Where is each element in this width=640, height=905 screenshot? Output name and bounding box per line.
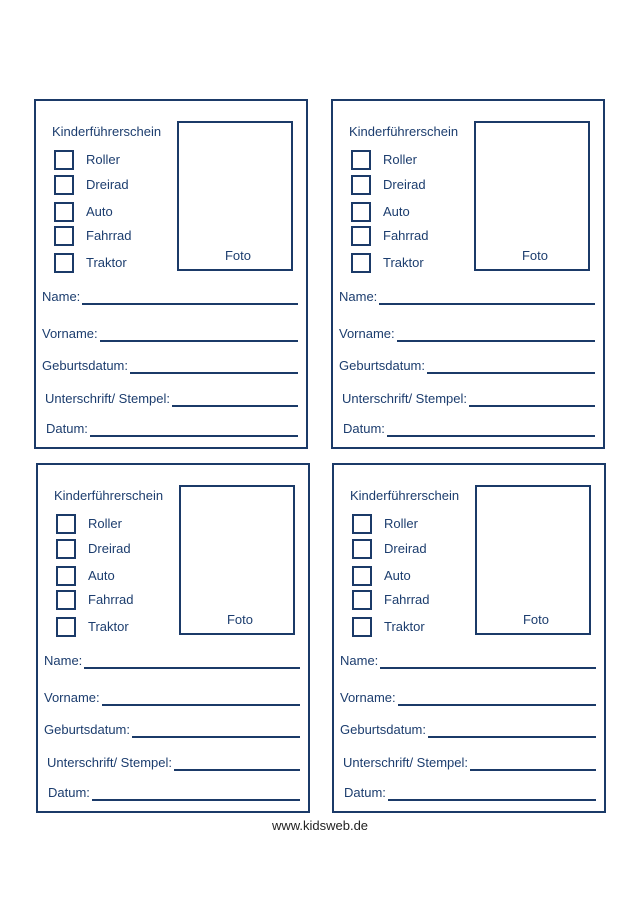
vehicle-label: Roller	[88, 516, 122, 531]
vehicle-label: Dreirad	[384, 541, 427, 556]
vehicle-label: Fahrrad	[88, 592, 134, 607]
field-label: Geburtsdatum:	[339, 358, 425, 373]
form-field	[339, 324, 595, 342]
vehicle-checkbox[interactable]	[54, 253, 74, 273]
field-input-line[interactable]	[469, 391, 595, 407]
field-input-line[interactable]	[90, 421, 298, 437]
field-input-line[interactable]	[470, 755, 596, 771]
field-input-line[interactable]	[130, 358, 298, 374]
photo-box[interactable]	[179, 485, 295, 635]
form-field	[46, 419, 298, 437]
vehicle-option	[352, 590, 430, 610]
vehicle-checkbox[interactable]	[351, 202, 371, 222]
field-input-line[interactable]	[92, 785, 300, 801]
vehicle-checkbox[interactable]	[54, 150, 74, 170]
vehicle-checkbox[interactable]	[54, 202, 74, 222]
vehicle-checkbox[interactable]	[352, 590, 372, 610]
vehicle-option	[56, 590, 134, 610]
vehicle-checkbox[interactable]	[56, 539, 76, 559]
form-field	[42, 324, 298, 342]
field-label: Name:	[44, 653, 83, 668]
vehicle-label: Traktor	[384, 619, 425, 634]
form-field	[44, 651, 300, 669]
vehicle-checkbox[interactable]	[352, 617, 372, 637]
vehicle-option	[54, 150, 120, 170]
field-input-line[interactable]	[398, 690, 596, 706]
vehicle-label: Auto	[384, 568, 411, 583]
vehicle-label: Traktor	[383, 255, 424, 270]
field-input-line[interactable]	[388, 785, 596, 801]
vehicle-label: Roller	[383, 152, 417, 167]
photo-box[interactable]	[474, 121, 590, 271]
vehicle-label: Traktor	[88, 619, 129, 634]
vehicle-checkbox[interactable]	[56, 514, 76, 534]
field-label: Datum:	[48, 785, 90, 800]
vehicle-label: Auto	[383, 204, 410, 219]
form-field	[44, 720, 300, 738]
card-title: Kinderführerschein	[349, 124, 459, 139]
vehicle-label: Dreirad	[383, 177, 426, 192]
license-card	[34, 99, 308, 449]
vehicle-option	[351, 226, 429, 246]
field-label: Vorname:	[44, 690, 100, 705]
card-title: Kinderführerschein	[54, 488, 164, 503]
vehicle-option	[352, 566, 411, 586]
form-field	[339, 287, 595, 305]
photo-label: Foto	[522, 612, 549, 627]
vehicle-checkbox[interactable]	[351, 175, 371, 195]
vehicle-label: Auto	[86, 204, 113, 219]
field-input-line[interactable]	[380, 653, 596, 669]
field-label: Datum:	[46, 421, 88, 436]
vehicle-option	[351, 150, 417, 170]
field-label: Name:	[339, 289, 378, 304]
form-field	[42, 356, 298, 374]
vehicle-checkbox[interactable]	[351, 150, 371, 170]
vehicle-option	[352, 617, 425, 637]
field-label: Vorname:	[42, 326, 98, 341]
vehicle-checkbox[interactable]	[56, 590, 76, 610]
field-label: Geburtsdatum:	[44, 722, 130, 737]
field-label: Unterschrift/ Stempel:	[342, 391, 467, 406]
vehicle-option	[351, 253, 424, 273]
field-label: Unterschrift/ Stempel:	[45, 391, 170, 406]
field-input-line[interactable]	[84, 653, 300, 669]
vehicle-option	[54, 253, 127, 273]
card-title: Kinderführerschein	[350, 488, 460, 503]
field-label: Unterschrift/ Stempel:	[47, 755, 172, 770]
vehicle-option	[351, 202, 410, 222]
photo-box[interactable]	[177, 121, 293, 271]
field-input-line[interactable]	[427, 358, 595, 374]
vehicle-option	[352, 514, 418, 534]
vehicle-label: Dreirad	[88, 541, 131, 556]
vehicle-option	[352, 539, 427, 559]
field-label: Unterschrift/ Stempel:	[343, 755, 468, 770]
photo-label: Foto	[226, 612, 253, 627]
vehicle-checkbox[interactable]	[352, 566, 372, 586]
field-label: Vorname:	[340, 690, 396, 705]
vehicle-label: Dreirad	[86, 177, 129, 192]
field-input-line[interactable]	[428, 722, 596, 738]
card-title: Kinderführerschein	[52, 124, 162, 139]
vehicle-checkbox[interactable]	[54, 226, 74, 246]
form-field	[45, 389, 298, 407]
license-card	[332, 463, 606, 813]
form-field	[342, 389, 595, 407]
vehicle-option	[56, 539, 131, 559]
field-label: Name:	[42, 289, 81, 304]
field-input-line[interactable]	[132, 722, 300, 738]
form-field	[340, 651, 596, 669]
form-field	[340, 720, 596, 738]
vehicle-option	[56, 566, 115, 586]
form-field	[42, 287, 298, 305]
field-label: Datum:	[344, 785, 386, 800]
vehicle-checkbox[interactable]	[56, 617, 76, 637]
vehicle-option	[56, 514, 122, 534]
vehicle-label: Roller	[384, 516, 418, 531]
vehicle-label: Fahrrad	[86, 228, 132, 243]
form-field	[340, 688, 596, 706]
vehicle-option	[54, 175, 129, 195]
field-label: Vorname:	[339, 326, 395, 341]
vehicle-option	[351, 175, 426, 195]
footer-website: www.kidsweb.de	[271, 818, 369, 833]
form-field	[48, 783, 300, 801]
vehicle-checkbox[interactable]	[54, 175, 74, 195]
photo-label: Foto	[521, 248, 548, 263]
vehicle-label: Fahrrad	[384, 592, 430, 607]
vehicle-checkbox[interactable]	[352, 539, 372, 559]
field-input-line[interactable]	[100, 326, 298, 342]
vehicle-label: Traktor	[86, 255, 127, 270]
vehicle-label: Roller	[86, 152, 120, 167]
form-field	[339, 356, 595, 374]
form-field	[343, 753, 596, 771]
field-input-line[interactable]	[387, 421, 595, 437]
form-field	[47, 753, 300, 771]
vehicle-label: Auto	[88, 568, 115, 583]
field-input-line[interactable]	[174, 755, 300, 771]
field-label: Name:	[340, 653, 379, 668]
vehicle-option	[54, 226, 132, 246]
vehicle-checkbox[interactable]	[352, 514, 372, 534]
photo-label: Foto	[224, 248, 251, 263]
form-field	[344, 783, 596, 801]
vehicle-option	[54, 202, 113, 222]
field-input-line[interactable]	[102, 690, 300, 706]
photo-box[interactable]	[475, 485, 591, 635]
form-field	[44, 688, 300, 706]
field-input-line[interactable]	[82, 289, 298, 305]
vehicle-checkbox[interactable]	[351, 226, 371, 246]
field-label: Datum:	[343, 421, 385, 436]
field-input-line[interactable]	[397, 326, 595, 342]
field-label: Geburtsdatum:	[340, 722, 426, 737]
field-input-line[interactable]	[172, 391, 298, 407]
license-card	[36, 463, 310, 813]
vehicle-option	[56, 617, 129, 637]
vehicle-checkbox[interactable]	[351, 253, 371, 273]
license-card	[331, 99, 605, 449]
form-field	[343, 419, 595, 437]
field-label: Geburtsdatum:	[42, 358, 128, 373]
field-input-line[interactable]	[379, 289, 595, 305]
vehicle-checkbox[interactable]	[56, 566, 76, 586]
vehicle-label: Fahrrad	[383, 228, 429, 243]
